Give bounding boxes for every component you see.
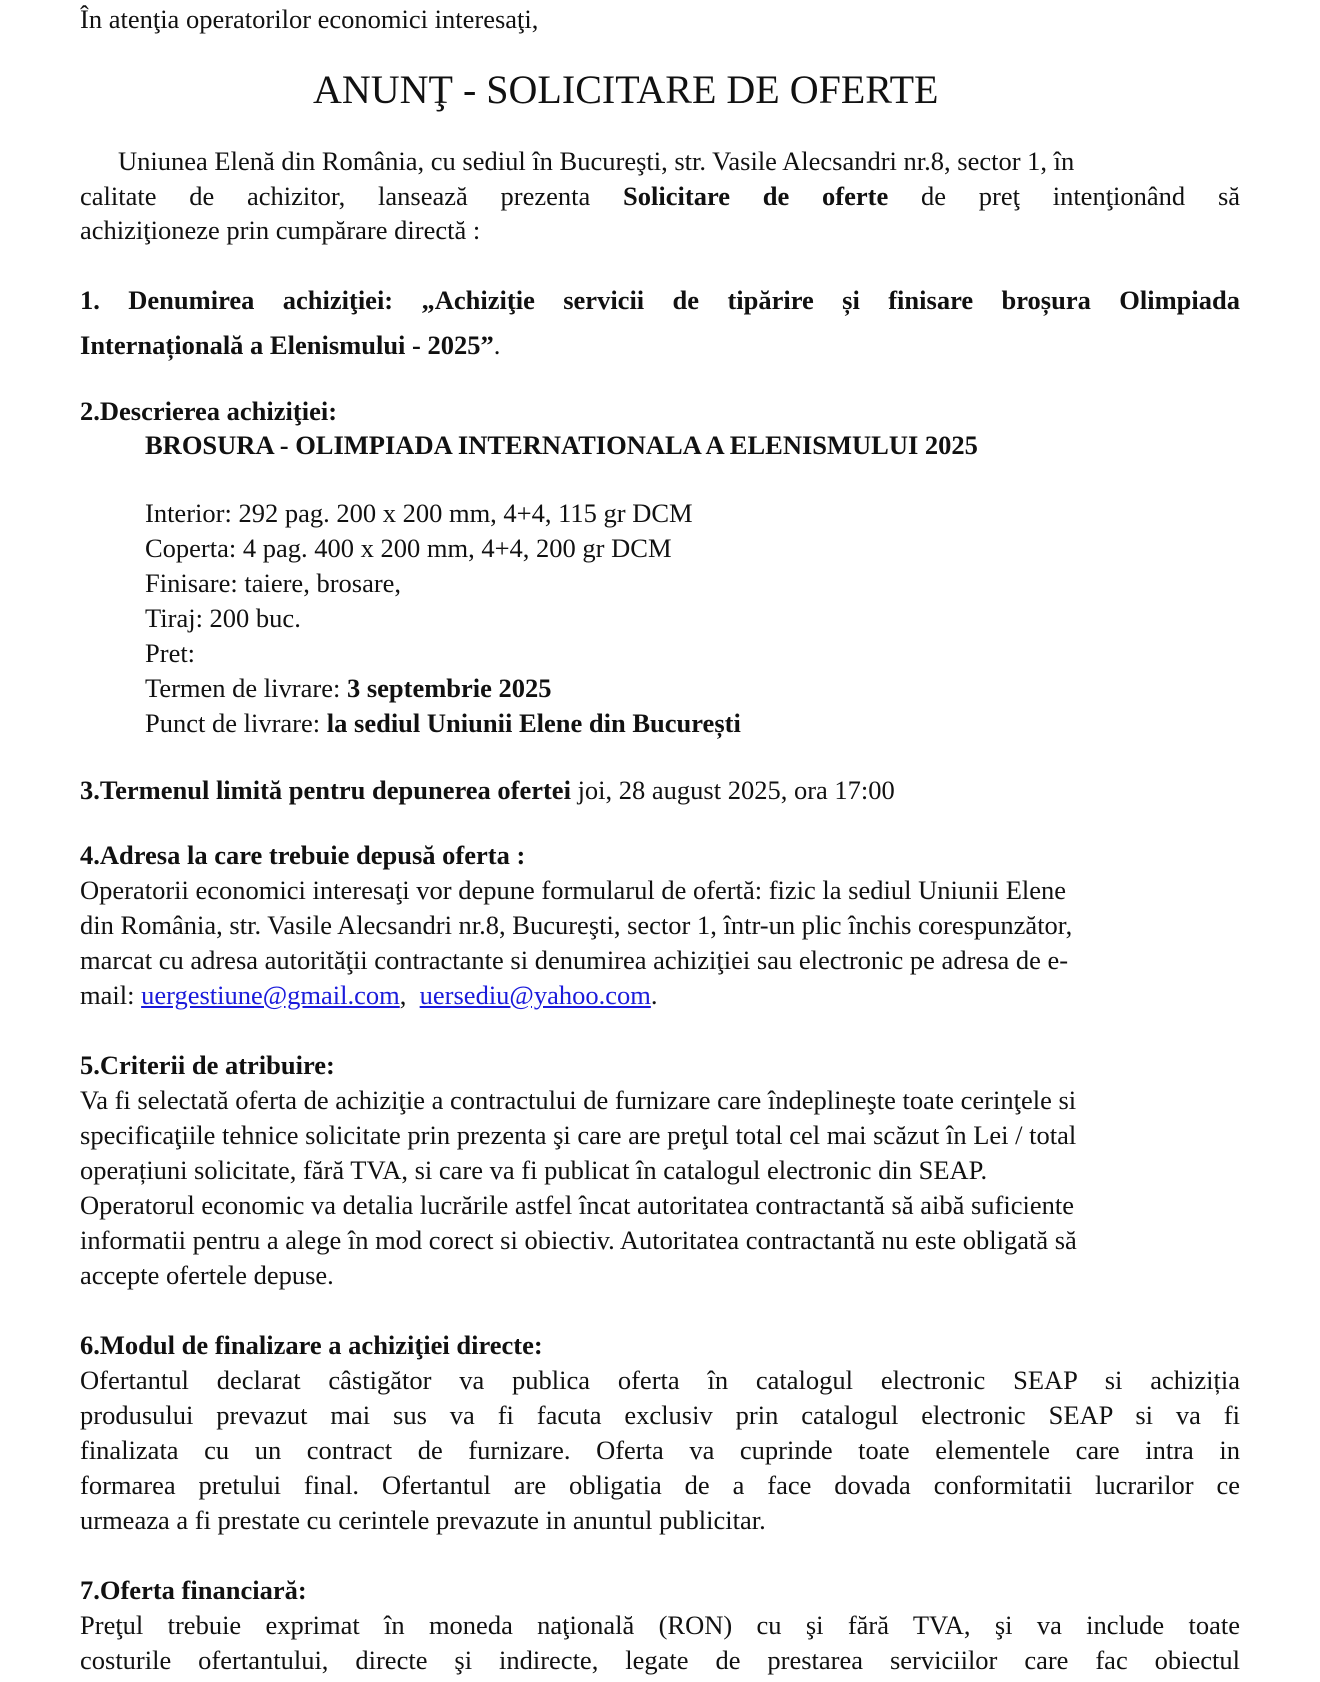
section-5-line: specificaţiile tehnice solicitate prin prezenta şi care are preţul total cel mai scăzut în Lei / total: [80, 1120, 1077, 1150]
section-7-heading: 7.Oferta financiară:: [80, 1575, 307, 1605]
intro-line-3: achiziţioneze prin cumpărare directă :: [80, 215, 481, 245]
section-7-line: costurile ofertantului, directe şi indirecte, legate de prestarea serviciilor care fac obiectul: [80, 1645, 1240, 1675]
spec-item: Pret:: [145, 638, 196, 668]
section-6-heading: 6.Modul de finalizare a achiziţiei directe:: [80, 1330, 543, 1360]
greeting: În atenţia operatorilor economici interesaţi,: [80, 4, 539, 34]
section-1-line-2: [80, 330, 500, 360]
intro-text: calitate de achizitor, lansează prezenta: [80, 181, 591, 211]
email-link-yahoo[interactable]: uersediu@yahoo.com: [419, 980, 651, 1010]
delivery-point: [145, 708, 741, 738]
section-4-line: marcat cu adresa autorităţii contractante si denumirea achiziţiei sau electronic pe adresa de e-: [80, 945, 1069, 975]
section-5-line: operațiuni solicitate, fără TVA, si care va fi publicat în catalogul electronic din SEAP.: [80, 1155, 988, 1185]
intro-line-1: Uniunea Elenă din România, cu sediul în Bucureşti, str. Vasile Alecsandri nr.8, sector 1, în: [118, 146, 1075, 176]
section-5-line: Va fi selectată oferta de achiziţie a contractului de furnizare care îndeplineşte toate cerinţele si: [80, 1085, 1077, 1115]
punctuation: .: [650, 980, 658, 1010]
spec-item: Coperta: 4 pag. 400 x 200 mm, 4+4, 200 gr DCM: [145, 533, 672, 563]
section-6-line: urmeaza a fi prestate cu cerintele prevazute in anuntul publicitar.: [80, 1505, 766, 1535]
intro-line-2: [80, 181, 1240, 211]
delivery-point-value: la sediul Uniunii Elene din București: [326, 708, 741, 738]
intro-text: de preţ intenţionând să: [920, 181, 1241, 211]
delivery-term: [145, 673, 552, 703]
spec-item: Interior: 292 pag. 200 x 200 mm, 4+4, 115 gr DCM: [145, 498, 693, 528]
section-3: [80, 775, 895, 805]
section-5-line: informatii pentru a alege în mod corect si obiectiv. Autoritatea contractantă nu este obligată să: [80, 1225, 1077, 1255]
spec-item: Tiraj: 200 buc.: [145, 603, 301, 633]
delivery-term-label: Termen de livrare:: [145, 673, 341, 703]
section-6-line: produsului prevazut mai sus va fi facuta exclusiv prin catalogul electronic SEAP si va fi: [80, 1400, 1240, 1430]
section-2-heading: 2.Descrierea achiziţiei:: [80, 396, 338, 426]
intro-bold-text: Solicitare de oferte: [623, 181, 889, 211]
deadline-value: joi, 28 august 2025, ora 17:00: [577, 775, 895, 805]
section-6-line: formarea pretului final. Ofertantul are obligatia de a face dovada conformitatii lucrarilor ce: [80, 1470, 1240, 1500]
section-4-line: Operatorii economici interesaţi vor depune formularul de ofertă: fizic la sediul Uniunii Elene: [80, 875, 1067, 905]
section-4-line: din România, str. Vasile Alecsandri nr.8, Bucureşti, sector 1, într-un plic închis corespunzător,: [80, 910, 1073, 940]
delivery-point-label: Punct de livrare:: [145, 708, 321, 738]
section-4-heading: 4.Adresa la care trebuie depusă oferta :: [80, 840, 526, 870]
section-5-line: Operatorul economic va detalia lucrările astfel încat autoritatea contractantă să aibă suficiente: [80, 1190, 1074, 1220]
section-3-heading: 3.Termenul limită pentru depunerea ofertei: [80, 775, 571, 805]
section-2-subheading: BROSURA - OLIMPIADA INTERNATIONALA A ELENISMULUI 2025: [145, 430, 978, 460]
section-1-title: Internațională a Elenismului - 2025”: [80, 330, 494, 360]
section-6-line: finalizata cu un contract de furnizare. Oferta va cuprinde toate elementele care intra in: [80, 1435, 1240, 1465]
separator: ,: [399, 980, 407, 1010]
document-title: ANUNŢ - SOLICITARE DE OFERTE: [313, 67, 939, 112]
section-4-line: [80, 980, 657, 1010]
section-6-line: Ofertantul declarat câstigător va publica oferta în catalogul electronic SEAP si achiziția: [80, 1365, 1240, 1395]
email-link-gmail[interactable]: uergestiune@gmail.com: [141, 980, 400, 1010]
section-5-line: accepte ofertele depuse.: [80, 1260, 334, 1290]
section-7-line: Preţul trebuie exprimat în moneda naţională (RON) cu şi fără TVA, şi va include toate: [80, 1610, 1240, 1640]
email-label: mail:: [80, 980, 135, 1010]
section-5-heading: 5.Criterii de atribuire:: [80, 1050, 335, 1080]
spec-item: Finisare: taiere, brosare,: [145, 568, 402, 598]
delivery-term-value: 3 septembrie 2025: [346, 673, 552, 703]
punctuation: .: [493, 330, 501, 360]
section-1-line-1: 1. Denumirea achiziţiei: „Achiziţie servicii de tipărire și finisare broșura Olimpiada: [80, 285, 1240, 315]
